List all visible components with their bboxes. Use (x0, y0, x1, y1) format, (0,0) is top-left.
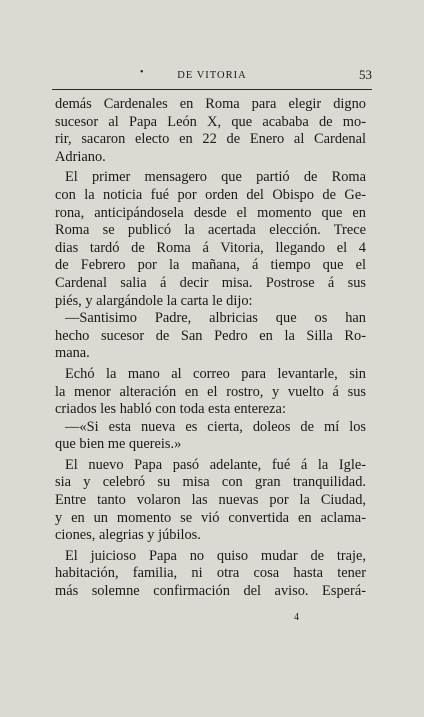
text-line: —«Si esta nueva es cierta, doleos de mí los (65, 418, 366, 435)
text-line: rona, anticipándosela desde el momento que en (55, 204, 366, 221)
text-line: Cardenal salia á decir misa. Postrose á sus (55, 274, 366, 291)
body-text (55, 96, 366, 601)
text-line: demás Cardenales en Roma para elegir digno (55, 96, 366, 112)
text-line: El nuevo Papa pasó adelante, fué á la Igle- (65, 456, 366, 473)
text-line: con la noticia fué por orden del Obispo de Ge- (55, 186, 366, 203)
signature-mark: 4 (294, 612, 299, 623)
page-number: 53 (359, 67, 372, 82)
text-line: sucesor al Papa León X, que acababa de mo- (55, 113, 366, 130)
text-line: habitación, familia, ni otra cosa hasta tener (55, 565, 366, 582)
text-line: dias tardó de Roma á Vitoria, llegando el 4 (55, 239, 366, 256)
text-line: hecho sucesor de San Pedro en la Silla Ro- (55, 327, 366, 344)
ornament-mark: • (140, 67, 144, 78)
text-line: criados les habló con toda esta entereza: (55, 401, 286, 418)
text-line: El primer mensagero que partió de Roma (65, 169, 366, 186)
text-line: que bien me quereis.» (55, 436, 182, 453)
text-line: Roma se publicó la acertada elección. Trece (55, 222, 366, 239)
text-line: de Febrero por la mañana, á tiempo que el (55, 257, 366, 274)
text-line: mana. (55, 345, 90, 362)
text-line: piés, y alargándole la carta le dijo: (55, 292, 253, 309)
text-line: ciones, alegrias y júbilos. (55, 527, 201, 544)
text-line: sia y celebró su misa con gran tranquilidad. (55, 474, 366, 491)
header-rule (52, 89, 372, 90)
text-line: más solemne confirmación del aviso. Esperá- (55, 583, 366, 600)
text-line: Entre tanto volaron las nuevas por la Ciudad, (55, 492, 366, 509)
text-line: Echó la mano al correo para levantarle, sin (65, 365, 366, 382)
running-head: DE VITORIA (177, 70, 247, 81)
text-line: y en un momento se vió convertida en aclama- (55, 509, 366, 526)
text-line: Adriano. (55, 148, 106, 165)
page-header (52, 67, 372, 85)
text-line: El juicioso Papa no quiso mudar de traje, (65, 547, 366, 564)
text-line: la menor alteración en el rostro, y vuelto á sus (55, 383, 366, 400)
text-line: rir, sacaron electo en 22 de Enero al Cardenal (55, 131, 366, 148)
text-line: —Santisimo Padre, albricias que os han (65, 310, 366, 327)
